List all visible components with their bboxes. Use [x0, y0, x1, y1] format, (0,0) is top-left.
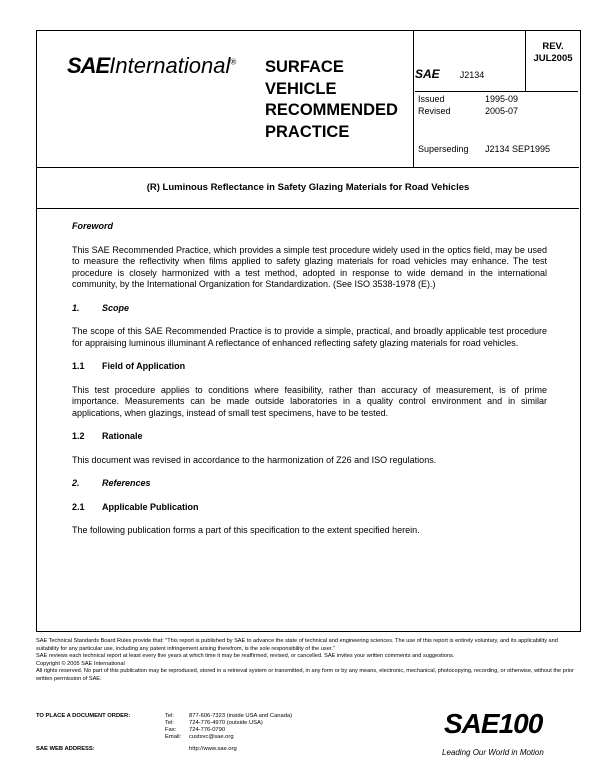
- footer-rules: SAE Technical Standards Board Rules provide that: "This report is published by SAE to advance the state of technical and engineering sciences. The use of this report is entirely voluntary, and its applicability and suitability for any particular use, including any patent infringement arising therefrom, is the sole responsibility of the user.": [36, 638, 558, 652]
- tel2-value: 724-776-4970 (outside USA): [189, 720, 263, 726]
- document-type: [265, 57, 398, 143]
- revision-block: [527, 41, 579, 65]
- section-heading: [72, 478, 547, 490]
- section-title: Foreword: [72, 221, 114, 231]
- fax-label: Fax:: [165, 727, 177, 733]
- section-title: References: [102, 478, 151, 488]
- section-title: Applicable Publication: [102, 501, 199, 512]
- document-footer: [36, 638, 581, 684]
- section-title: Rationale: [102, 431, 143, 441]
- logo-sae: SAE: [67, 53, 110, 78]
- logo100-tagline: Leading Our World in Motion: [442, 748, 544, 757]
- footer-review: SAE reviews each technical report at least every five years at which time it may be reaffirmed, revised, or cancelled. SAE invites your written comments and suggestions.: [36, 653, 455, 660]
- section-text: This test procedure applies to conditions where feasibility, rather than accuracy of measurement, is of prime importance. Measurements can be made outside laboratories in a quality control environment and in similar applications, when glazings, instead of small test specimens, have to be tested.: [72, 384, 547, 418]
- web-value[interactable]: http://www.sae.org: [189, 746, 237, 752]
- section-title: Field of Application: [102, 361, 186, 371]
- email-label: Email:: [165, 734, 182, 740]
- document-frame: [36, 30, 581, 632]
- document-type-line: VEHICLE: [265, 79, 337, 98]
- section-heading: [72, 502, 547, 514]
- document-title: (R) Luminous Reflectance in Safety Glazing Materials for Road Vehicles: [37, 167, 579, 209]
- footer-copyright: Copyright © 2005 SAE International: [36, 660, 125, 667]
- email-value[interactable]: custsvc@sae.org: [189, 734, 234, 740]
- section-text: The following publication forms a part of this specification to the extent specified herein.: [72, 525, 420, 535]
- tel-value: 877-606-7323 (inside USA and Canada): [189, 713, 293, 719]
- section-heading: [72, 431, 547, 443]
- revised-label: Revised: [418, 106, 451, 116]
- document-number-block: [415, 67, 484, 81]
- doc-mark-sae: SAE: [415, 67, 440, 81]
- tel-label: Tel:: [165, 713, 175, 719]
- logo-international: International: [109, 53, 231, 78]
- section-heading: [72, 303, 547, 315]
- document-type-line: RECOMMENDED: [265, 101, 398, 119]
- section-number: 1.2: [72, 431, 85, 441]
- logo100-text: SAE100: [444, 708, 543, 739]
- document-header: [37, 31, 579, 168]
- section-title: Scope: [102, 302, 130, 313]
- section-number: 2.: [72, 478, 80, 488]
- dates-block: [415, 91, 578, 168]
- logo-trademark: ®: [230, 57, 237, 67]
- section-number: 2.1: [72, 501, 85, 512]
- issued-value: 1995-09: [485, 94, 519, 104]
- sae-100-logo: [432, 708, 582, 768]
- rev-label: REV.: [542, 41, 564, 52]
- section-number: 1.: [72, 302, 80, 313]
- document-type-line: SURFACE: [265, 58, 344, 76]
- section-number: 1.1: [72, 361, 85, 371]
- web-label: SAE WEB ADDRESS:: [36, 746, 95, 752]
- section-heading: [72, 361, 547, 373]
- fax-value: 724-776-0790: [189, 727, 226, 733]
- footer-rights: All rights reserved. No part of this publication may be reproduced, stored in a retrieval system or transmitted, in any form or by any means, electronic, mechanical, photocopying, recording, or otherwise, without the prior written permission of SAE.: [36, 668, 574, 682]
- section-text: This document was revised in accordance to the harmonization of Z26 and ISO regulations.: [72, 454, 437, 465]
- revised-value: 2005-07: [485, 106, 519, 116]
- section-heading: [72, 221, 547, 233]
- section-text: The scope of this SAE Recommended Practice is to provide a simple, practical, and broadly applicable test procedure for appraising luminous illuminant A reflectance of enhanced reflecting safety glazing materials for road vehicles.: [72, 326, 547, 348]
- superseding-label: Superseding: [418, 144, 469, 154]
- superseding-value: J2134 SEP1995: [485, 144, 551, 154]
- tel2-label: Tel:: [165, 720, 175, 726]
- issued-label: Issued: [418, 94, 445, 104]
- document-body: [72, 221, 547, 549]
- section-text: This SAE Recommended Practice, which provides a simple test procedure widely used in the optics field, may be used to measure the reflectivity when films applied to safety glazing materials for road vehicles may enhance. The test procedure is closely harmonized with a test method, adopted in response to wide demand in the international community, by the International Organization for Standardization. (See ISO 3538-1978 (E).): [72, 244, 547, 289]
- rev-divider: [525, 31, 526, 91]
- sae-international-logo: [67, 53, 236, 79]
- document-number: J2134: [459, 70, 485, 80]
- document-type-line: PRACTICE: [265, 122, 350, 141]
- order-label: TO PLACE A DOCUMENT ORDER:: [36, 713, 131, 719]
- rev-date: JUL2005: [533, 53, 573, 64]
- header-divider: [413, 31, 414, 167]
